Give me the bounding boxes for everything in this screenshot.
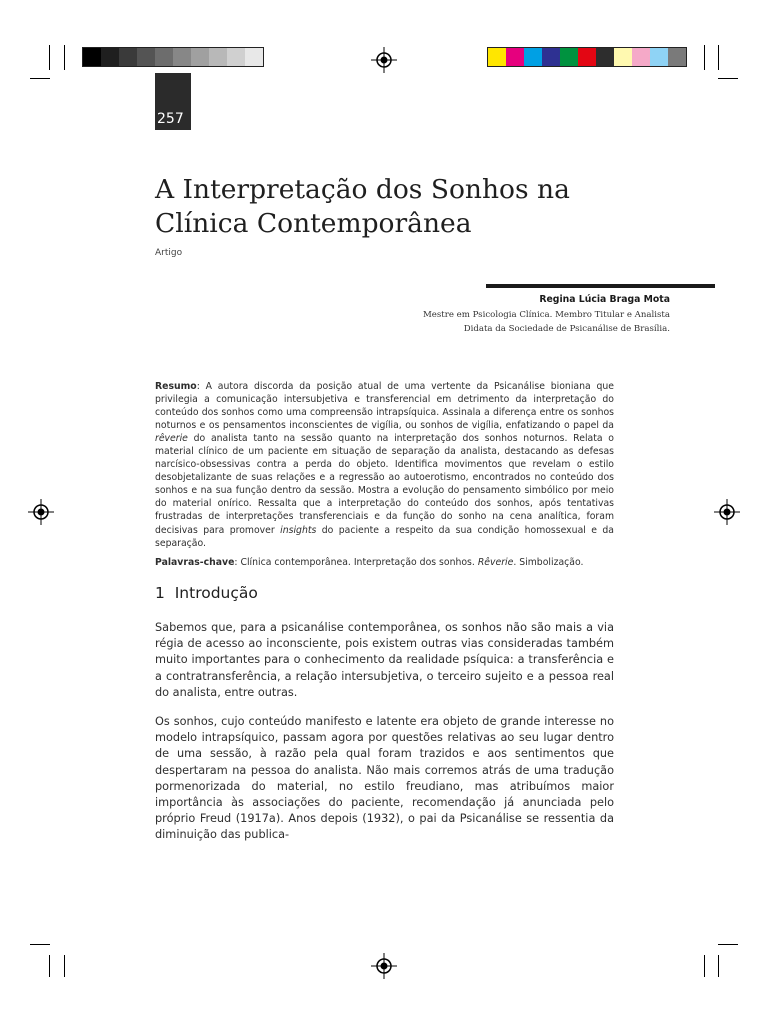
- gray-swatch: [191, 48, 209, 66]
- registration-mark-icon: [28, 499, 54, 525]
- author-divider: [486, 284, 715, 288]
- article-type: Artigo: [155, 248, 183, 258]
- keywords-label: Palavras-chave: [155, 557, 235, 568]
- article-title: [155, 173, 655, 241]
- color-swatch: [668, 48, 686, 66]
- grayscale-color-bar: [82, 47, 264, 67]
- color-swatch: [578, 48, 596, 66]
- cmyk-color-bar: [487, 47, 687, 67]
- abstract-text: : A autora discorda da posição atual de uma vertente da Psicanálise bioniana que privilegia a comunicação intersubjetiva e transferencial em detrimento da interpretação do conteúdo dos sonhos como uma compreensão intrapsíquica. Assinala a diferença entre os sonhos noturnos e os pensamentos inconscientes de vigília, ou sonhos de vigília, enfatizando o papel da: [155, 381, 614, 432]
- crop-mark: [704, 955, 705, 977]
- section-heading: [155, 584, 258, 602]
- gray-swatch: [173, 48, 191, 66]
- crop-mark: [64, 45, 65, 70]
- title-line: A Interpretação dos Sonhos na: [155, 174, 570, 205]
- gray-swatch: [137, 48, 155, 66]
- crop-mark: [718, 955, 719, 977]
- keywords-text: : Clínica contemporânea. Interpretação dos sonhos.: [234, 557, 478, 568]
- abstract-paragraph: [155, 380, 614, 550]
- crop-mark: [718, 45, 719, 70]
- color-swatch: [560, 48, 578, 66]
- color-swatch: [488, 48, 506, 66]
- page-number: 257: [157, 111, 184, 127]
- crop-mark: [30, 78, 50, 79]
- crop-mark: [718, 78, 738, 79]
- keywords-text: . Simbolização.: [513, 557, 584, 568]
- gray-swatch: [101, 48, 119, 66]
- color-swatch: [596, 48, 614, 66]
- color-swatch: [506, 48, 524, 66]
- abstract-text: do paciente a respeito da sua condição homossexual e da separação.: [155, 524, 614, 549]
- section-title: Introdução: [174, 584, 258, 602]
- gray-swatch: [119, 48, 137, 66]
- crop-mark: [49, 955, 50, 977]
- gray-swatch: [155, 48, 173, 66]
- title-line: Clínica Contemporânea: [155, 208, 472, 239]
- abstract: [155, 380, 614, 550]
- registration-mark-icon: [714, 499, 740, 525]
- keywords-term: Rêverie: [477, 557, 514, 568]
- gray-swatch: [227, 48, 245, 66]
- paragraph-text: Sabemos que, para a psicanálise contemporânea, os sonhos não são mais a via régia de acesso ao inconsciente, pois existem outras vias consideradas também muito importantes para o conhecimento da realidade psíquica: a transferência e a contratransferência, a relação intersubjetiva, o terceiro sujeito e a pessoa real do analista, entre outras.: [155, 621, 614, 699]
- crop-mark: [49, 45, 50, 70]
- gray-swatch: [245, 48, 263, 66]
- keywords: [155, 557, 625, 568]
- abstract-label: Resumo: [155, 381, 197, 392]
- crop-mark: [30, 944, 50, 945]
- gray-swatch: [209, 48, 227, 66]
- author-affiliation: [370, 308, 670, 336]
- affiliation-line: Didata da Sociedade de Psicanálise de Brasília.: [463, 324, 670, 334]
- paragraph-text: Os sonhos, cujo conteúdo manifesto e latente era objeto de grande interesse no modelo intrapsíquico, passam agora por questões relativas ao seu lugar dentro de uma sessão, à razão pela qual foram trazidos e aos sentimentos que despertaram na pessoa do analista. Não mais corremos atrás de uma tradução pormenorizada do material, no estilo freudiano, mas atribuímos maior importância às associações do paciente, recomendação já anunciada pelo próprio Freud (1917a). Anos depois (1932), o pai da Psicanálise se ressentia da diminuição das publica-: [155, 715, 614, 842]
- abstract-term: insights: [280, 524, 317, 536]
- color-swatch: [632, 48, 650, 66]
- body-paragraph-2: [155, 714, 614, 844]
- affiliation-line: Mestre em Psicologia Clínica. Membro Titular e Analista: [422, 310, 670, 320]
- page-number-tab: [155, 73, 191, 130]
- crop-mark: [704, 45, 705, 70]
- registration-mark-icon: [371, 47, 397, 73]
- abstract-term: rêverie: [155, 433, 188, 445]
- section-number: 1: [155, 584, 165, 602]
- color-swatch: [524, 48, 542, 66]
- gray-swatch: [83, 48, 101, 66]
- body-paragraph-1: [155, 620, 614, 701]
- crop-mark: [718, 944, 738, 945]
- crop-mark: [64, 955, 65, 977]
- registration-mark-icon: [371, 953, 397, 979]
- color-swatch: [614, 48, 632, 66]
- author-name: Regina Lúcia Braga Mota: [539, 294, 670, 305]
- abstract-text: do analista tanto na sessão quanto na interpretação dos sonhos noturnos. Relata o material clínico de um paciente em situação de separação da analista, destacando as defesas narcísico-obsessivas contra a perda do objeto. Identifica movimentos que revelam o estilo desobjetalizante de suas relações e a regressão ao autoerotismo, encontrados no conteúdo dos sonhos e na sua função dentro da sessão. Mostra a evolução do pensamento simbólico por meio do material onírico. Ressalta que a interpretação do conteúdo dos sonhos, após tentativas frustradas de interpretações transferenciais e da função do sonho na cena analítica, foram decisivas para promover: [155, 433, 614, 536]
- color-swatch: [542, 48, 560, 66]
- color-swatch: [650, 48, 668, 66]
